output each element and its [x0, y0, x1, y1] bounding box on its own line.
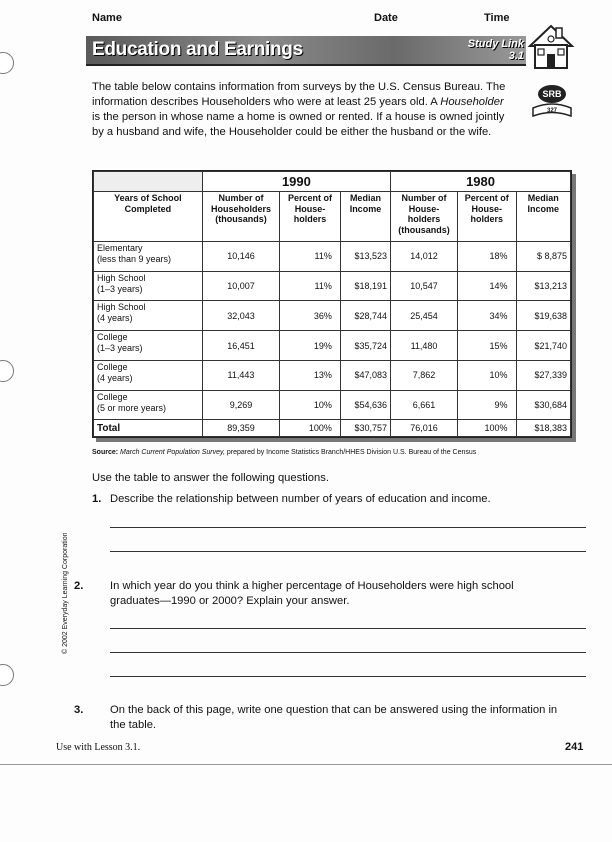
cell-median-1990: $54,636 [340, 390, 390, 420]
cell-median-1990: $47,083 [340, 360, 390, 390]
source-title: March Current Population Survey, [120, 449, 225, 456]
row-sublabel: (4 years) [97, 313, 133, 324]
cell-percent-1980: 18% [457, 242, 516, 272]
cell-median-1990: $28,744 [340, 301, 390, 331]
name-label: Name [92, 12, 122, 24]
table-row [94, 360, 571, 390]
cell-percent-1990: 11% [280, 242, 341, 272]
cell-number-1990: 11,443 [202, 360, 279, 390]
row-label: Elementary [97, 243, 143, 253]
answer-line[interactable] [110, 527, 586, 528]
row-sublabel: (4 years) [97, 372, 133, 383]
total-percent-1980: 100% [457, 420, 516, 437]
row-sublabel: (5 or more years) [97, 402, 167, 413]
cell-percent-1990: 11% [280, 271, 341, 301]
cell-percent-1980: 15% [457, 331, 516, 361]
col-median-1980: Median Income [516, 192, 570, 242]
row-label: High School [97, 272, 146, 283]
year-1990-header: 1990 [202, 172, 390, 192]
page-number: 241 [565, 741, 584, 753]
cell-median-1980: $21,740 [516, 331, 570, 361]
col-number-1980: Number of House-holders (thousands) [391, 192, 458, 242]
row-sublabel: (less than 9 years) [97, 254, 172, 264]
col-percent-1990: Percent of House-holders [280, 192, 341, 242]
study-link-line1: Study Link [467, 38, 524, 50]
house-icon [526, 22, 576, 72]
cell-number-1980: 7,862 [391, 360, 458, 390]
year-1980-header: 1980 [391, 172, 571, 192]
row-label: High School [97, 302, 146, 313]
col-years-completed: Years of School Completed [94, 192, 203, 242]
punch-hole [0, 52, 14, 74]
cell-median-1990: $13,523 [340, 242, 390, 272]
intro-paragraph [92, 80, 512, 140]
question-number: 3. [74, 704, 84, 716]
cell-number-1990: 16,451 [202, 331, 279, 361]
cell-percent-1990: 10% [280, 390, 341, 420]
page-edge [0, 764, 612, 765]
copyright-notice: © 2002 Everyday Learning Corporation [62, 532, 69, 654]
row-sublabel: (1–3 years) [97, 283, 143, 294]
cell-number-1990: 32,043 [202, 301, 279, 331]
question-1 [92, 492, 562, 507]
question-text: On the back of this page, write one question that can be answered using the information in the table. [110, 704, 558, 731]
cell-percent-1980: 14% [457, 271, 516, 301]
answer-line[interactable] [110, 628, 586, 629]
corner-cell [94, 172, 203, 192]
srb-book-icon [530, 82, 574, 120]
row-label: College [97, 332, 128, 343]
srb-page: 327 [546, 108, 558, 114]
cell-percent-1990: 19% [280, 331, 341, 361]
cell-median-1980: $30,684 [516, 390, 570, 420]
cell-number-1980: 11,480 [391, 331, 458, 361]
question-number: 2. [74, 580, 84, 592]
table-row [94, 301, 571, 331]
cell-number-1980: 25,454 [391, 301, 458, 331]
intro-text-2: is the person in whose name a home is owned or rented. If a house is owned jointly by a husband and wife, the Householder could be either the husband or the wife. [92, 111, 505, 138]
source-rest: prepared by Income Statistics Branch/HHES Division U.S. Bureau of the Census [224, 449, 477, 456]
question-3 [74, 703, 562, 733]
cell-median-1980: $13,213 [516, 271, 570, 301]
punch-hole [0, 360, 14, 382]
cell-median-1990: $35,724 [340, 331, 390, 361]
cell-median-1980: $27,339 [516, 360, 570, 390]
time-label: Time [484, 12, 510, 24]
source-note [92, 449, 476, 456]
row-label: College [97, 361, 128, 372]
instructions: Use the table to answer the following questions. [92, 472, 329, 484]
cell-number-1980: 6,661 [391, 390, 458, 420]
source-label: Source: [92, 449, 121, 456]
cell-percent-1990: 13% [280, 360, 341, 390]
table-row [94, 271, 571, 301]
total-number-1990: 89,359 [202, 420, 279, 437]
date-label: Date [374, 12, 398, 24]
total-percent-1990: 100% [280, 420, 341, 437]
table-row [94, 390, 571, 420]
cell-median-1980: $ 8,875 [516, 242, 570, 272]
cell-number-1990: 9,269 [202, 390, 279, 420]
study-link-label [468, 38, 524, 62]
education-earnings-table [92, 170, 572, 438]
table-row [94, 331, 571, 361]
intro-text-1: The table below contains information from surveys by the U.S. Census Bureau. The information describes Householders who were at least 25 years old. A [92, 81, 506, 108]
question-text: Describe the relationship between number of years of education and income. [110, 493, 491, 505]
total-number-1980: 76,016 [391, 420, 458, 437]
intro-term: Householder [440, 96, 504, 108]
row-label: College [97, 391, 128, 402]
table-row [94, 242, 571, 272]
total-median-1980: $18,383 [516, 420, 570, 437]
study-link-number: 3.1 [508, 50, 524, 62]
cell-number-1980: 10,547 [391, 271, 458, 301]
data-table [93, 171, 571, 437]
lesson-reference: Use with Lesson 3.1. [56, 742, 141, 753]
cell-number-1990: 10,007 [202, 271, 279, 301]
table-total-row [94, 420, 571, 437]
question-2 [74, 579, 562, 609]
srb-label: SRB [542, 89, 562, 99]
punch-hole [0, 664, 14, 686]
title-bar [86, 36, 526, 66]
question-number: 1. [92, 493, 102, 505]
cell-percent-1980: 10% [457, 360, 516, 390]
total-label: Total [94, 420, 203, 437]
cell-percent-1980: 9% [457, 390, 516, 420]
cell-median-1990: $18,191 [340, 271, 390, 301]
answer-line[interactable] [110, 676, 586, 677]
cell-median-1980: $19,638 [516, 301, 570, 331]
row-sublabel: (1–3 years) [97, 343, 143, 354]
total-median-1990: $30,757 [340, 420, 390, 437]
cell-number-1980: 14,012 [391, 242, 458, 272]
page-title: Education and Earnings [92, 39, 303, 60]
question-text: In which year do you think a higher percentage of Householders were high school graduates—1990 or 2000? Explain your answer. [110, 580, 514, 607]
answer-line[interactable] [110, 652, 586, 653]
cell-number-1990: 10,146 [202, 242, 279, 272]
col-percent-1980: Percent of House-holders [457, 192, 516, 242]
cell-percent-1990: 36% [280, 301, 341, 331]
answer-line[interactable] [110, 551, 586, 552]
col-number-1990: Number of Householders (thousands) [202, 192, 279, 242]
col-median-1990: Median Income [340, 192, 390, 242]
cell-percent-1980: 34% [457, 301, 516, 331]
